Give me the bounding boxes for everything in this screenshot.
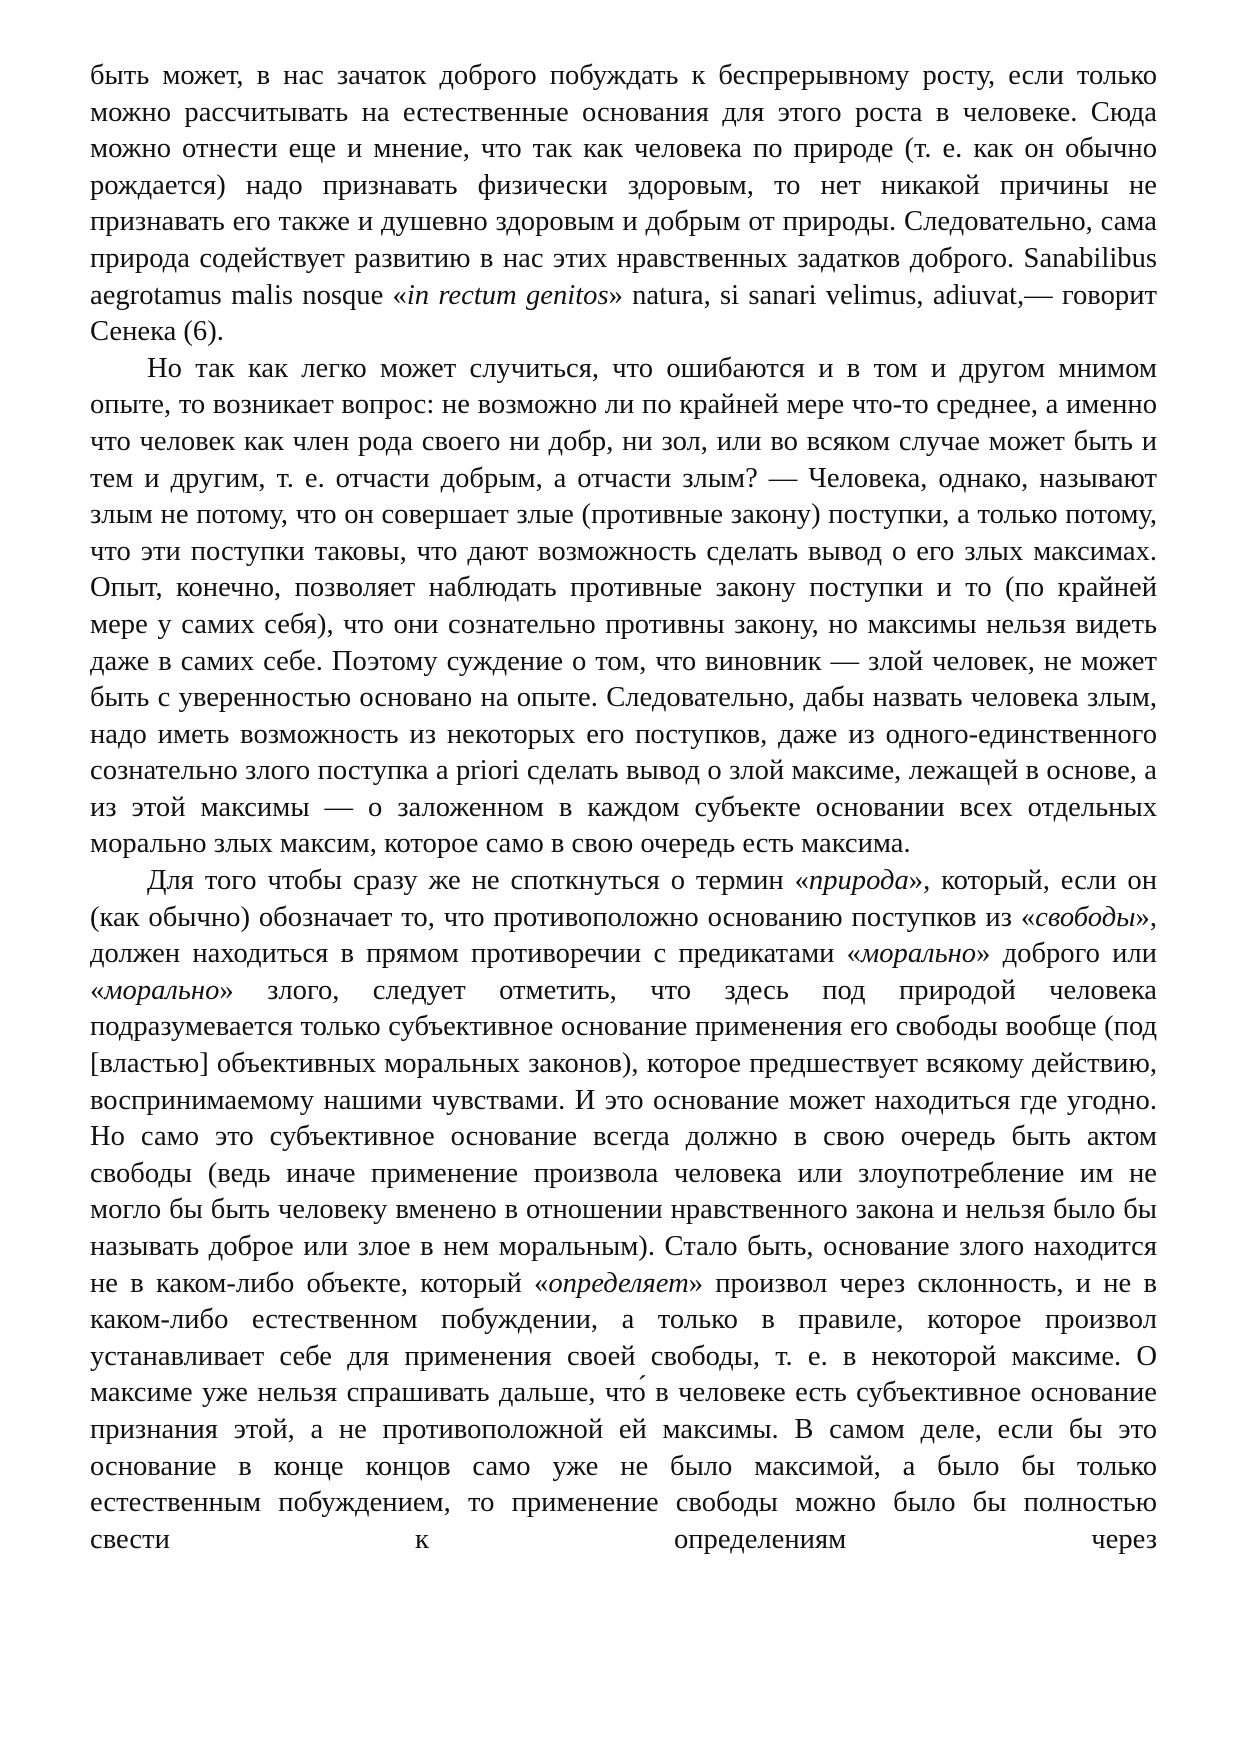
paragraph-3-italic-moralno-1: морально xyxy=(860,938,977,970)
paragraph-3-italic-opredelyaet: определяет xyxy=(548,1267,689,1299)
document-page xyxy=(90,58,1157,1558)
paragraph-3-italic-priroda: природа xyxy=(808,865,909,897)
paragraph-1 xyxy=(90,58,1157,351)
paragraph-2 xyxy=(90,351,1157,863)
paragraph-1-italic-1: in rectum genitos xyxy=(406,279,609,311)
paragraph-3-text-5: » злого, следует отметить, что здесь под природой человека подразумевается только субъективное основание применения его свободы вообще (под [властью] объективных моральных законов), которое предшествует всякому действию, воспринимаемому нашими чувствами. И это основание может находиться где угодно. Но само это субъективное основание всегда должно в свою очередь быть актом свободы (ведь иначе применение произвола человека или злоупотребление им не могло бы быть человеку вменено в отношении нравственного закона и нельзя было бы называть доброе или злое в нем моральным). Стало быть, основание злого находится не в каком-либо объекте, который « xyxy=(90,974,1157,1299)
paragraph-3-italic-svobody: свободы xyxy=(1035,901,1136,933)
paragraph-3-text-2: », который, если он (как обычно) обозначает то, что противоположно основанию поступков из « xyxy=(90,865,1158,933)
paragraph-1-text-2: » natura, si sanari velimus, adiuvat,— говорит Сенека (6). xyxy=(90,279,1158,348)
paragraph-3-text-6: » произвол через склонность, и не в каком-либо естественном побуждении, а только в правиле, которое произвол устанавливает себе для применения своей свободы, т. е. в некоторой максиме. О максиме уже нельзя спрашивать дальше, что́ в человеке есть субъективное основание признания этой, а не противоположной ей максимы. В самом деле, если бы это основание в конце концов само уже не было максимой, а было бы только естественным побуждением, то применение свободы можно было бы полностью свести к определениям через xyxy=(90,1267,1157,1555)
paragraph-3 xyxy=(90,863,1157,1558)
paragraph-3-text-3: », должен находиться в прямом противоречии с предикатами « xyxy=(90,901,1157,970)
paragraph-3-text-4: » доброго или « xyxy=(90,938,1157,1006)
paragraph-1-text-1: быть может, в нас зачаток доброго побуждать к беспрерывному росту, если только можно рассчитывать на естественные основания для этого роста в человеке. Сюда можно отнести еще и мнение, что так как человека по природе (т. е. как он обычно рождается) надо признавать физически здоровым, то нет никакой причины не признавать его также и душевно здоровым и добрым от природы. Следовательно, сама природа содействует развитию в нас этих нравственных задатков доброго. Sanabilibus aegrotamus malis nosque « xyxy=(90,60,1157,311)
paragraph-3-text-1: Для того чтобы сразу же не споткнуться о термин « xyxy=(147,865,809,897)
paragraph-3-italic-moralno-2: морально xyxy=(104,974,220,1006)
paragraph-2-text-1: Но так как легко может случиться, что ошибаются и в том и другом мнимом опыте, то возникает вопрос: не возможно ли по крайней мере что-то среднее, а именно что человек как член рода своего ни добр, ни зол, или во всяком случае может быть и тем и другим, т. е. отчасти добрым, а отчасти злым? — Человека, однако, называют злым не потому, что он совершает злые (противные закону) поступки, а только потому, что эти поступки таковы, что дают возможность сделать вывод о его злых максимах. Опыт, конечно, позволяет наблюдать противные закону поступки и то (по крайней мере у самих себя), что они сознательно противны закону, но максимы нельзя видеть даже в самих себе. Поэтому суждение о том, что виновник — злой человек, не может быть с уверенностью основано на опыте. Следовательно, дабы назвать человека злым, надо иметь возможность из некоторых его поступков, даже из одного-единственного сознательно злого поступка a priori сделать вывод о злой максиме, лежащей в основе, а из этой максимы — о заложенном в каждом субъекте основании всех отдельных морально злых максим, которое само в свою очередь есть максима. xyxy=(90,352,1157,860)
